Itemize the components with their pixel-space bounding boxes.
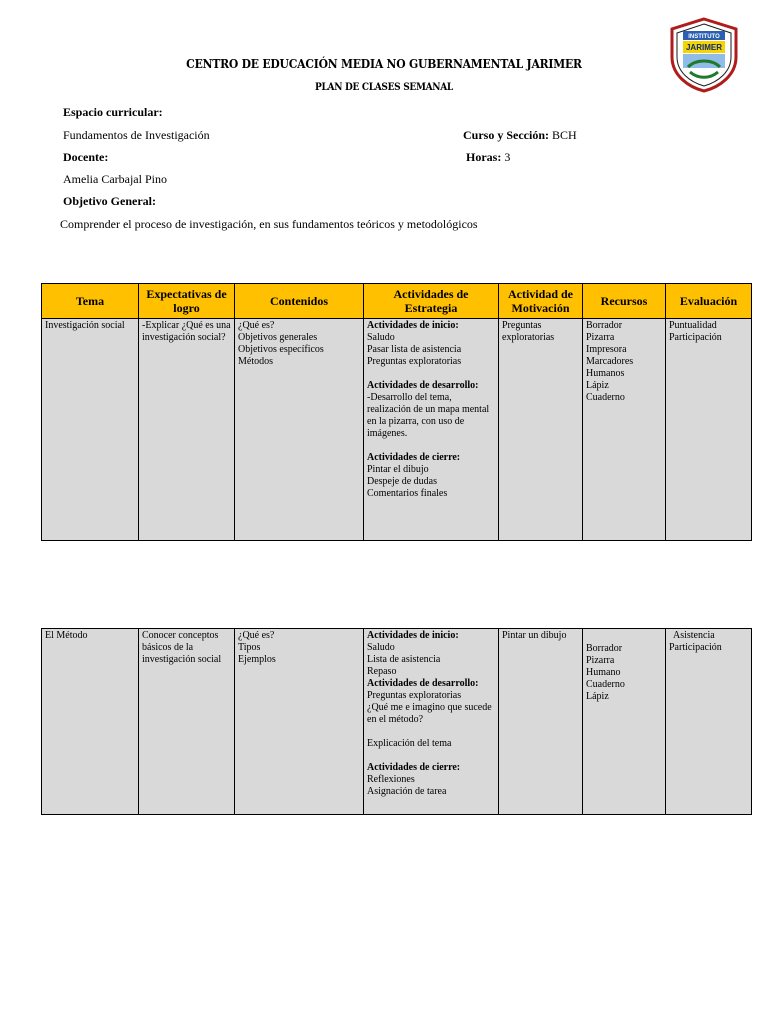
docente-value: Amelia Carbajal Pino xyxy=(63,172,167,186)
cierre-label: Actividades de cierre: xyxy=(367,762,461,773)
recurso-item: Marcadores xyxy=(586,356,634,367)
activity-item: Saludo xyxy=(367,332,395,343)
plan-table-1 xyxy=(41,283,752,541)
header-expectativas: Expectativas de logro xyxy=(139,284,235,319)
recurso-item: Humanos xyxy=(586,368,625,379)
svg-text:JARIMER: JARIMER xyxy=(685,43,723,52)
plan-table-2 xyxy=(41,628,752,815)
activity-item: Saludo xyxy=(367,642,395,653)
curso-label: Curso y Sección: xyxy=(463,128,549,142)
plan-title: PLAN DE CLASES SEMANAL xyxy=(315,82,453,93)
activity-item: Asignación de tarea xyxy=(367,786,447,797)
contenido-item: ¿Qué es? xyxy=(238,320,275,331)
recurso-item: Pizarra xyxy=(586,655,615,666)
desarrollo-label: Actividades de desarrollo: xyxy=(367,380,479,391)
recurso-item: Cuaderno xyxy=(586,679,625,690)
activity-item: Comentarios finales xyxy=(367,488,448,499)
recurso-item: Lápiz xyxy=(586,380,609,391)
horas-value: 3 xyxy=(501,150,511,164)
activity-item: -Desarrollo del tema, realización de un mapa mental en la pizarra, con uso de imágenes. xyxy=(367,392,490,439)
activity-item: ¿Qué me e imagino que sucede en el método? xyxy=(367,702,492,725)
header-tema: Tema xyxy=(42,284,139,319)
docente-label: Docente: xyxy=(63,150,109,164)
evaluacion-item: Asistencia xyxy=(673,630,715,641)
cell-tema: Investigación social xyxy=(42,319,139,541)
recurso-item: Lápiz xyxy=(586,691,609,702)
inicio-label: Actividades de inicio: xyxy=(367,630,459,641)
header-motivacion: Actividad de Motivación xyxy=(499,284,583,319)
horas-field xyxy=(466,150,510,165)
contenido-item: Tipos xyxy=(238,642,261,653)
recurso-item: Cuaderno xyxy=(586,392,625,403)
recurso-item: Humano xyxy=(586,667,621,678)
activity-item: Lista de asistencia xyxy=(367,654,441,665)
evaluacion-item: Participación xyxy=(669,332,722,343)
recurso-item: Borrador xyxy=(586,320,623,331)
cell-evaluacion xyxy=(666,629,752,815)
recurso-item: Pizarra xyxy=(586,332,615,343)
curso-field xyxy=(463,128,577,143)
activity-item: Repaso xyxy=(367,666,397,677)
school-title: CENTRO DE EDUCACIÓN MEDIA NO GUBERNAMENTAL JARIMER xyxy=(186,57,582,71)
espacio-value: Fundamentos de Investigación xyxy=(63,128,210,142)
table-row xyxy=(42,629,752,815)
header-evaluacion: Evaluación xyxy=(666,284,752,319)
header-actividades: Actividades de Estrategia xyxy=(364,284,499,319)
table-header-row xyxy=(42,284,752,319)
activity-item: Pasar lista de asistencia xyxy=(367,344,462,355)
table-row xyxy=(42,319,752,541)
evaluacion-item: Participación xyxy=(669,642,722,653)
contenido-item: ¿Qué es? xyxy=(238,630,275,641)
desarrollo-label: Actividades de desarrollo: xyxy=(367,678,479,689)
cierre-label: Actividades de cierre: xyxy=(367,452,461,463)
contenido-item: Ejemplos xyxy=(238,654,276,665)
horas-label: Horas: xyxy=(466,150,502,164)
cell-actividades xyxy=(364,319,499,541)
objetivo-label: Objetivo General: xyxy=(63,194,156,208)
cell-recursos xyxy=(583,629,666,815)
svg-text:INSTITUTO: INSTITUTO xyxy=(688,34,720,40)
cell-motivacion: Preguntas exploratorias xyxy=(499,319,583,541)
objetivo-value: Comprender el proceso de investigación, en sus fundamentos teóricos y metodológicos xyxy=(60,217,478,231)
activity-item: Despeje de dudas xyxy=(367,476,437,487)
contenido-item: Objetivos específicos xyxy=(238,344,324,355)
recurso-item: Impresora xyxy=(586,344,627,355)
activity-item: Preguntas exploratorias xyxy=(367,690,462,701)
contenido-item: Métodos xyxy=(238,356,273,367)
cell-contenidos xyxy=(235,629,364,815)
curso-value: BCH xyxy=(549,128,577,142)
evaluacion-item: Puntualidad xyxy=(669,320,717,331)
cell-evaluacion xyxy=(666,319,752,541)
header-contenidos: Contenidos xyxy=(235,284,364,319)
activity-item: Reflexiones xyxy=(367,774,415,785)
espacio-label: Espacio curricular: xyxy=(63,105,163,119)
cell-contenidos xyxy=(235,319,364,541)
cell-motivacion: Pintar un dibujo xyxy=(499,629,583,815)
activity-item: Pintar el dibujo xyxy=(367,464,429,475)
activity-item: Explicación del tema xyxy=(367,738,452,749)
contenido-item: Objetivos generales xyxy=(238,332,318,343)
cell-actividades xyxy=(364,629,499,815)
cell-recursos xyxy=(583,319,666,541)
inicio-label: Actividades de inicio: xyxy=(367,320,459,331)
recurso-item: Borrador xyxy=(586,643,623,654)
activity-item: Preguntas exploratorias xyxy=(367,356,462,367)
cell-tema: El Método xyxy=(42,629,139,815)
header-recursos: Recursos xyxy=(583,284,666,319)
cell-expectativas: -Explicar ¿Qué es una investigación social? xyxy=(139,319,235,541)
cell-expectativas: Conocer conceptos básicos de la investigación social xyxy=(139,629,235,815)
